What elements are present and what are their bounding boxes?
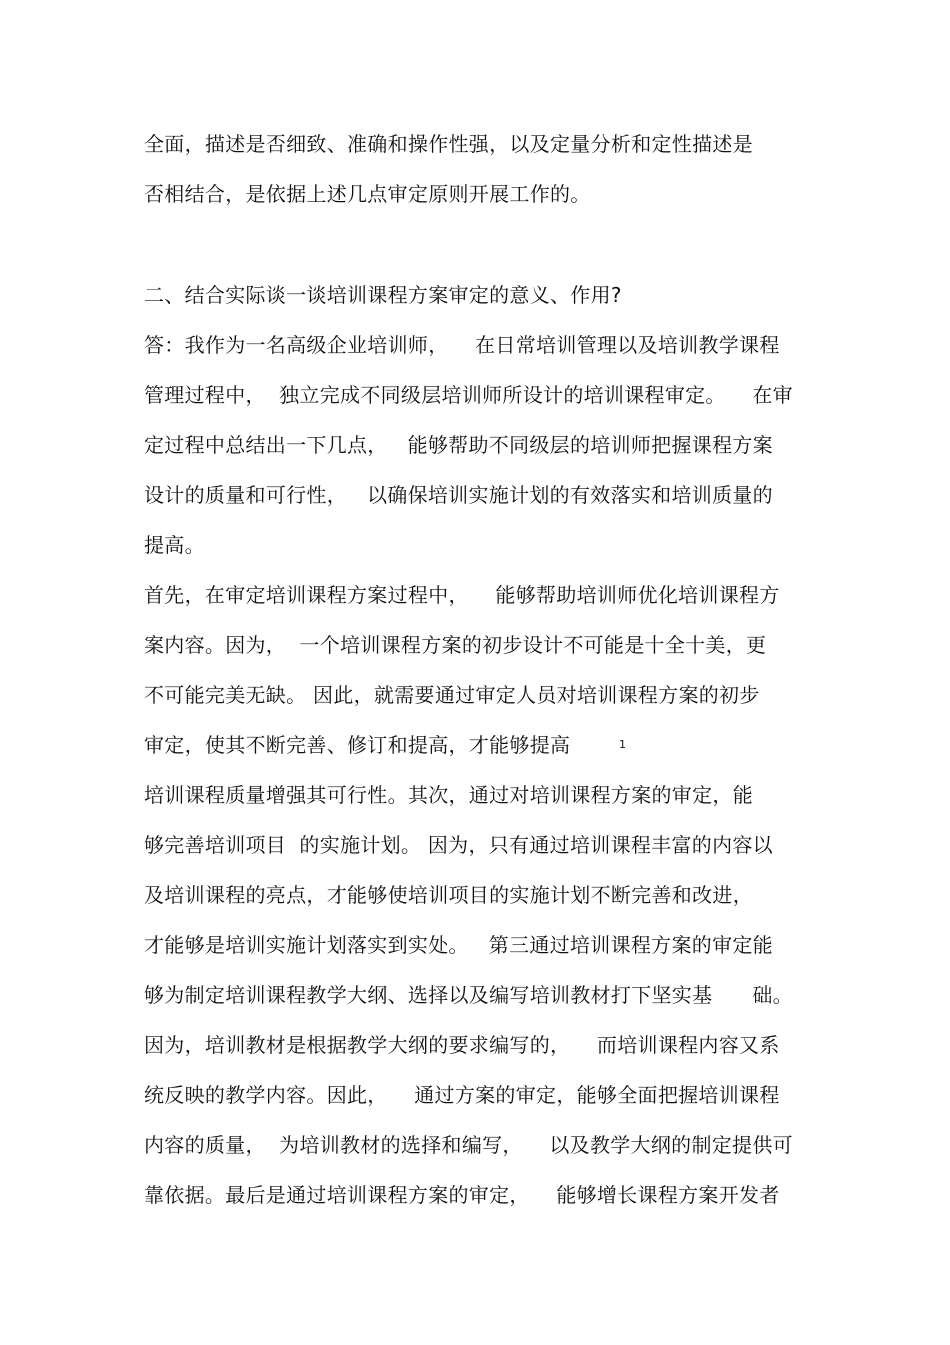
paragraph-line: 培训课程质量增强其可行性。其次，通过对培训课程方案的审定，能 [144, 783, 753, 807]
paragraph-line: 首先，在审定培训课程方案过程中， 能够帮助培训师优化培训课程方 [144, 583, 780, 607]
paragraph-line: 够为制定培训课程教学大纲、选择以及编写培训教材打下坚实基 础。 [144, 983, 793, 1007]
paragraph-line: 全面，描述是否细致、准确和操作性强，以及定量分析和定性描述是 [144, 132, 753, 156]
paragraph-line: 管理过程中， 独立完成不同级层培训师所设计的培训课程审定。 在审 [144, 383, 793, 407]
paragraph-line: 才能够是培训实施计划落实到实处。 第三通过培训课程方案的审定能 [144, 933, 773, 957]
paragraph-line: 定过程中总结出一下几点， 能够帮助不同级层的培训师把握课程方案 [144, 433, 773, 457]
paragraph-line: 因为，培训教材是根据教学大纲的要求编写的， 而培训课程内容又系 [144, 1033, 780, 1057]
paragraph-line: 审定，使其不断完善、修订和提高，才能够提高 [144, 733, 571, 757]
paragraph-line: 提高。 [144, 533, 205, 557]
paragraph-line: 及培训课程的亮点，才能够使培训项目的实施计划不断完善和改进， [144, 883, 753, 907]
paragraph-line: 内容的质量， 为培训教材的选择和编写， 以及教学大纲的制定提供可 [144, 1133, 793, 1157]
paragraph-line: 不可能完美无缺。 因此，就需要通过审定人员对培训课程方案的初步 [144, 683, 760, 707]
paragraph-line: 否相结合，是依据上述几点审定原则开展工作的。 [144, 182, 591, 206]
paragraph-line: 够完善培训项目 的实施计划。 因为，只有通过培训课程丰富的内容以 [144, 833, 773, 857]
paragraph-line: 设计的质量和可行性， 以确保培训实施计划的有效落实和培训质量的 [144, 483, 773, 507]
paragraph-line: 靠依据。最后是通过培训课程方案的审定， 能够增长课程方案开发者 [144, 1183, 780, 1207]
paragraph-line: 答：我作为一名高级企业培训师， 在日常培训管理以及培训教学课程 [144, 333, 780, 357]
paragraph-line: 案内容。因为， 一个培训课程方案的初步设计不可能是十全十美，更 [144, 633, 767, 657]
section-heading: 二、结合实际谈一谈培训课程方案审定的意义、作用? [144, 283, 622, 307]
paragraph-line: 统反映的教学内容。因此， 通过方案的审定，能够全面把握培训课程 [144, 1083, 780, 1107]
page-number: 1 [619, 738, 626, 751]
